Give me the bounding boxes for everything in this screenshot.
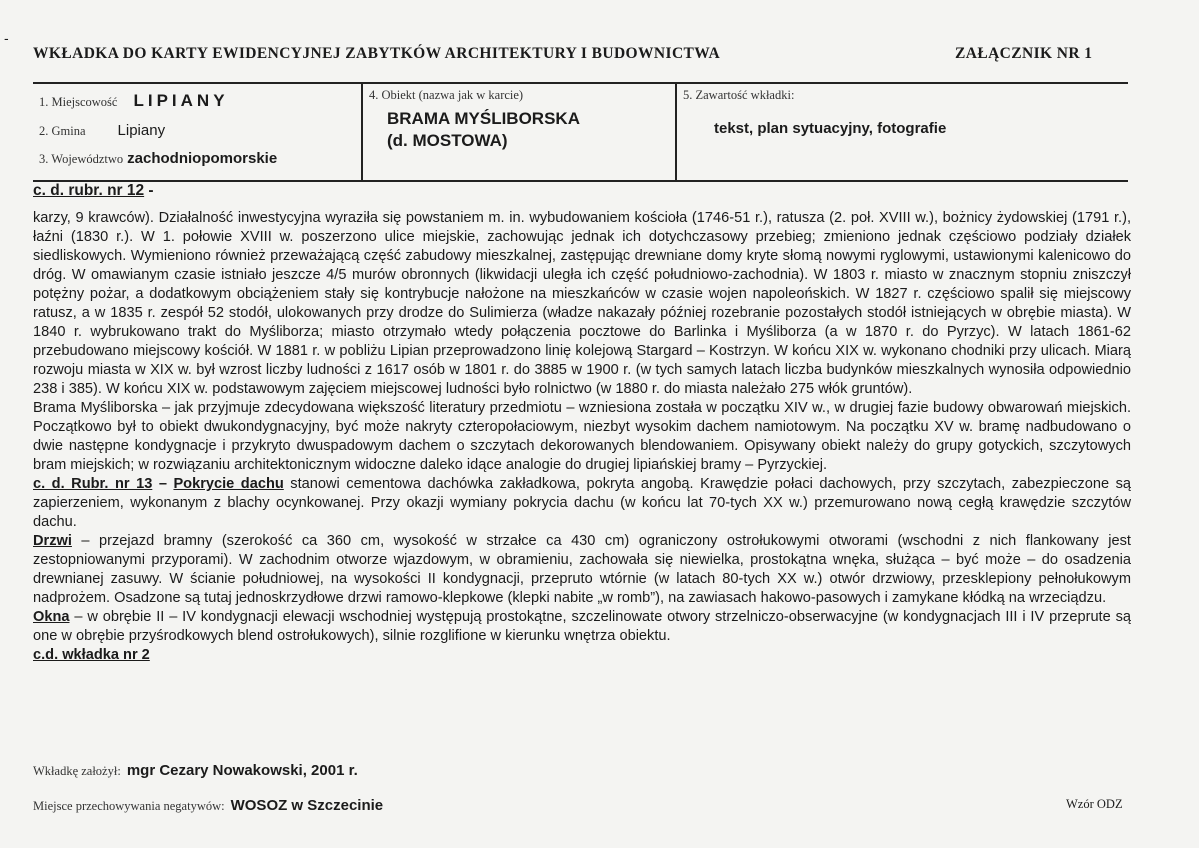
roof-text: stanowi cementowa dachówka zakładkowa, pokryta angobą. Krawędzie połaci dachowych, przy szczytach, zabezpieczone są zapierzeniem, wykonanym z blachy ocynkowanej. Przy okazji wymiany pokrycia dachu (w końcu lat 70-tych XX w.) przemurowano nową cegłą krawędzie szczytów dachu. bbox=[33, 476, 1131, 530]
object-label: 4. Obiekt (nazwa jak w karcie) bbox=[369, 88, 524, 102]
paragraph-windows bbox=[33, 608, 1131, 646]
paragraph-roof bbox=[33, 475, 1131, 532]
template-code: Wzór ODZ bbox=[1066, 797, 1123, 811]
author-line bbox=[33, 762, 358, 780]
doors-heading: Drzwi bbox=[33, 533, 72, 549]
object-name-line1: BRAMA MYŚLIBORSKA bbox=[387, 109, 580, 128]
voivodeship-field bbox=[39, 150, 277, 168]
author-value: mgr Cezary Nowakowski, 2001 r. bbox=[126, 762, 358, 779]
rubric-suffix: - bbox=[144, 182, 154, 199]
paragraph-history: karzy, 9 krawców). Działalność inwestycyjna wyraziła się powstaniem m. in. wybudowaniem kościoła (1746-51 r.), ratusza (2. poł. XVIII w.), bożnicy żydowskiej (1791 r.), łaźni (1830 r.). W 1. połowie XVIII w. poszerzono ulice miejskie, zachowując jednak ich dotychczasowy przebieg; zmieniono jednak częściowo podziały działek siedliskowych. Wymieniono również przeważającą część zabudowy mieszkalnej, zastępując drewniane domy kryte słomą nowymi ryglowymi, ustawionymi kalenicowo do dróg. W omawianym czasie istniało jeszcze 4/5 murów obronnych (likwidacji uległa ich część południowo-zachodnia). W 1803 r. miasto w znacznym stopniu zniszczył potężny pożar, a dodatkowym obciążeniem stały się kontrybucje nałożone na mieszkańców w czasie wojen napoleońskich. W 1827 r. częściowo spalił się miejscowy ratusz, a w 1835 r. zespół 52 stodół, ulokowanych przy drodze do Sulimierza (władze nakazały później rozebranie pozostałych stodół istniejących w obrębie miasta). W 1840 r. wybrukowano trakt do Myśliborza; miasto otrzymało wtedy połączenia pocztowe do Barlinka i Myśliborza (a w 1870 r. do Pyrzyc). W latach 1861-62 przebudowano miejscowy kościół. W 1881 r. w pobliżu Lipian przeprowadzono linię kolejową Stargard – Kostrzyn. W końcu XIX w. wykonano chodniki przy ulicach. Miarą rozwoju miasta w XIX w. był wzrost liczby ludności z 1617 osób w 1801 r. do 3885 w 1900 r. (w tych samych latach liczba budynków mieszkalnych wynosiła odpowiednio 238 i 385). W końcu XIX w. podstawowym zajęciem miejscowej ludności było rolnictwo (w 1880 r. do miasta należało 275 włók gruntów). bbox=[33, 210, 1131, 397]
object-name-line2: (d. MOSTOWA) bbox=[387, 131, 508, 150]
contents-value: tekst, plan sytuacyjny, fotografie bbox=[714, 120, 947, 137]
locality-value: LIPIANY bbox=[133, 91, 229, 110]
locality-field bbox=[39, 91, 229, 111]
paragraph-doors bbox=[33, 532, 1131, 608]
doors-text: – przejazd bramny (szerokość ca 360 cm, wysokość w strzałce ca 430 cm) ograniczony ostrołukowymi otworami (wschodni z nich flankowany jest zestopniowanymi przyporami). W zachodnim otworze wjazdowym, w obramieniu, zachowała się niewielka, prostokątna wnęka, służąca – być może – do osadzenia drewnianej zasuwy. W ścianie południowej, na wysokości II kondygnacji, przepruto wtórnie (w latach 80-tych XX w.) otwór drzwiowy, przesklepiony pełnołukowym nadprożem. Osadzone są tutaj jednoskrzydłowe drzwi ramowo-klepkowe (klepki nabite „w romb”), na zawiasach hakowo-pasowych i zamykane kłódką na wrzeciądzu. bbox=[33, 533, 1131, 606]
contents-field bbox=[677, 84, 1127, 180]
rubric-label: c. d. rubr. nr 12 bbox=[33, 182, 145, 199]
body-text bbox=[33, 209, 1131, 665]
negatives-storage-line bbox=[33, 797, 383, 815]
contents-label: 5. Zawartość wkładki: bbox=[683, 88, 795, 102]
commune-value: Lipiany bbox=[117, 122, 166, 139]
rubric-13-label: c. d. Rubr. nr 13 bbox=[33, 476, 153, 492]
commune-field bbox=[39, 122, 165, 140]
form-title: WKŁADKA DO KARTY EWIDENCYJNEJ ZABYTKÓW ARCHITEKTURY I BUDOWNICTWA bbox=[33, 45, 721, 62]
continuation-note bbox=[33, 646, 1131, 665]
rubric-13-dash: – bbox=[152, 476, 174, 492]
continuation-label: c.d. wkładka nr 2 bbox=[33, 647, 150, 663]
voivodeship-label: 3. Województwo bbox=[39, 152, 124, 166]
paragraph-gate-description: Brama Myśliborska – jak przyjmuje zdecydowana większość literatury przedmiotu – wzniesiona została w początku XIV w., w drugiej fazie budowy obwarowań miejskich. Początkowo był to obiekt dwukondygnacyjny, być może nakryty czteropołaciowym, niezbyt wysokim dachem namiotowym. Na początku XV w. bramę nadbudowano o dwie następne kondygnacje i przykryto dwuspadowym dachem o szczytach dekorowanych blendowaniem. Opisywany obiekt należy do grupy gotyckich, szczytowych bram miejskich; w rozwiązaniu architektonicznym widoczne daleko idące analogie do drugiej lipiańskiej bramy – Pyrzyckiej. bbox=[33, 400, 1131, 473]
locality-label: 1. Miejscowość bbox=[39, 95, 118, 109]
annex-number: ZAŁĄCZNIK NR 1 bbox=[955, 45, 1093, 62]
rubric-heading bbox=[33, 182, 154, 200]
storage-value: WOSOZ w Szczecinie bbox=[230, 797, 384, 814]
voivodeship-value: zachodniopomorskie bbox=[127, 150, 278, 167]
windows-text: – w obrębie II – IV kondygnacji elewacji wschodniej występują prostokątne, szczelinowate otwory strzelniczo-obserwacyjne (w kondygnacjach III i IV przeprute są one w obrębie przyśrodkowych blend ostrołukowych), silnie rozglifione w kierunku wnętrza obiektu. bbox=[33, 609, 1131, 644]
commune-label: 2. Gmina bbox=[39, 124, 86, 138]
storage-label: Miejsce przechowywania negatywów: bbox=[33, 799, 225, 813]
margin-dash: - bbox=[4, 30, 9, 46]
identification-box bbox=[33, 82, 1128, 182]
author-label: Wkładkę założył: bbox=[33, 764, 121, 778]
object-name bbox=[387, 108, 580, 152]
roof-heading: Pokrycie dachu bbox=[173, 476, 284, 492]
windows-heading: Okna bbox=[33, 609, 70, 625]
object-field bbox=[363, 84, 673, 180]
